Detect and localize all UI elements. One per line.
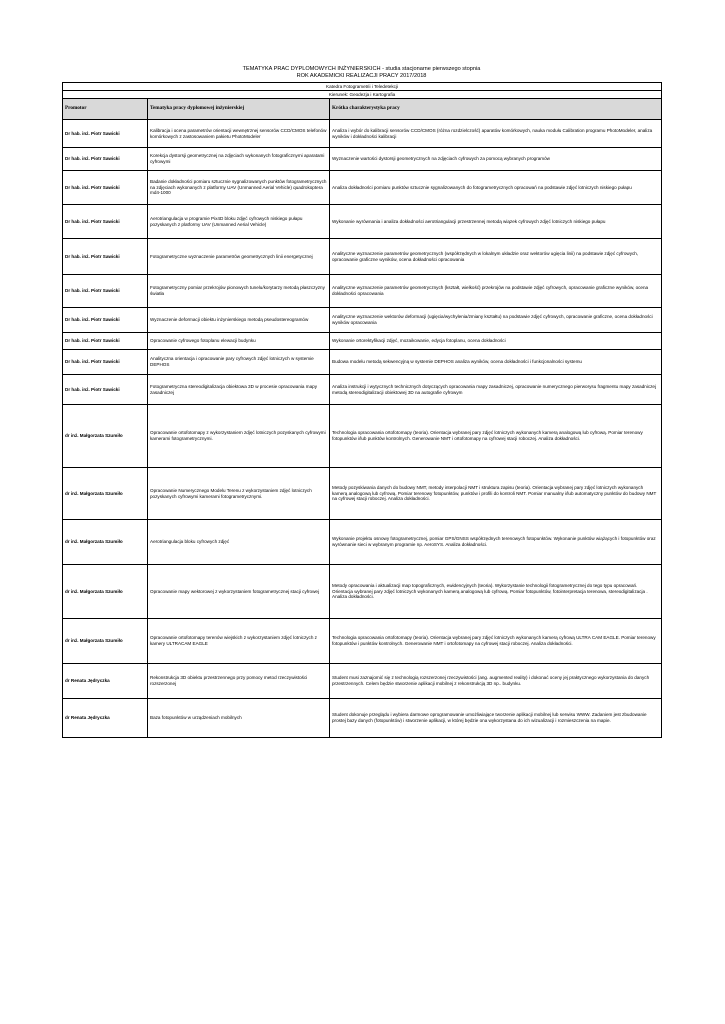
- promotor-cell: Dr hab. inż. Piotr Sawicki: [63, 308, 148, 333]
- table-row: [63, 205, 662, 239]
- description-cell: Wykonanie ortorektyfikacji zdjęć, mozaikowanie, edycja fotoplanu, ocena dokładności: [330, 333, 662, 350]
- description-cell: Wykonanie wyrównania i analiza dokładności aerotriangulacji przestrzennej metodą wiązek cyfrowych zdjęć lotniczych niskiego pułapu: [330, 205, 662, 239]
- promotor-cell: Dr hab. inż. Piotr Sawicki: [63, 148, 148, 171]
- table-row: [63, 333, 662, 350]
- description-cell: Analityczne wyznaczenie wektorów deformacji (ugięcia/wychylenia/zmiany kształtu) na podstawie zdjęć cyfrowych, opracowanie graficzne, ocena dokładności wyników opracowania: [330, 308, 662, 333]
- description-cell: Wykonanie projektu osnowy fotogrametrycznej, pomiar GPS/GNSS współrzędnych terenowych fotopunktów. Wykonanie punktów wiążących i fotopunktów oraz wyrównanie sieci w wybranym programie np. AeroSYS. Analiza dokładności.: [330, 520, 662, 565]
- description-cell: Analiza dokładności pomiaru punktów sztucznie sygnalizowanych do fotogrametrycznych opracowań na podstawie zdjęć lotniczych niskiego pułapu: [330, 171, 662, 205]
- topic-cell: Korekcja dystorsji geometrycznej na zdjęciach wykonanych fotograficznymi aparatami cyfrowymi: [148, 148, 330, 171]
- department-name: Katedra Fotogrametrii i Teledetekcji: [63, 83, 662, 91]
- promotor-cell: dr inż. Małgorzata Szumiło: [63, 565, 148, 619]
- promotor-cell: dr Renata Jędryczka: [63, 699, 148, 738]
- topic-cell: Baza fotopunktów w urządzeniach mobilnych: [148, 699, 330, 738]
- topic-cell: Aerotriangulacja bloku cyfrowych zdjęć: [148, 520, 330, 565]
- topic-cell: Opracowanie ortofotomapy z wykorzystaniem zdjęć lotniczych pozyskanych cyfrowymi kamerami fotogrametrycznymi.: [148, 405, 330, 468]
- description-cell: Technologia opracowania ortofotomapy (teoria). Orientacja wybranej pary zdjęć lotniczych wykonanych kamerą cyfrową ULTRA CAM EAGLE. Pomiar terenowy fotopunktów i punktów kontrolnych. Generowanie NMT i ortofotomapy na cyfrowej stacji roboczej. Analiza dokładności.: [330, 619, 662, 664]
- promotor-cell: dr inż. Małgorzata Szumiło: [63, 619, 148, 664]
- table-row: [63, 308, 662, 333]
- topic-cell: Opracowanie Numerycznego Modelu Terenu z wykorzystaniem zdjęć lotniczych pozyskanych cyfrowymi kamerami fotogrametrycznymi.: [148, 468, 330, 520]
- table-row: [63, 350, 662, 375]
- table-row: [63, 699, 662, 738]
- academic-year: ROK AKADEMICKI REALIZACJI PRACY 2017/2018: [296, 73, 427, 79]
- description-cell: Technologia opracowania ortofotomapy (teoria). Orientacja wybranej pary zdjęć lotniczych wykonanych kamerą analogową lub cyfrową. Pomiar terenowy fotopunktów i/lub punktów kontrolnych. Generowanie NMT i ortofotomapy na cyfrowej stacji roboczej. Analiza dokładności.: [330, 405, 662, 468]
- column-header-promotor: Promotor: [63, 99, 148, 120]
- topic-cell: Opracowanie cyfrowego fotoplanu elewacji budynku: [148, 333, 330, 350]
- description-cell: Analityczne wyznaczenie parametrów geometrycznych (kształt, wielkość) przekrojów na podstawie zdjęć cyfrowych, opracowanie graficzne wyników, ocena dokładności opracowania: [330, 275, 662, 308]
- description-cell: Analityczne wyznaczenie parametrów geometrycznych (współrzędnych w lokalnym układzie oraz wektorów ugięcia linii) na podstawie zdjęć cyfrowych, opracowanie graficzne wyników, ocena dokładności opracowania: [330, 239, 662, 275]
- topics-table: [62, 82, 662, 738]
- promotor-cell: Dr hab. inż. Piotr Sawicki: [63, 205, 148, 239]
- column-header-description: Krótka charakterystyka pracy: [330, 99, 662, 120]
- description-cell: Analiza i wybór do kalibracji sensorów CCD/CMOS (różna rozdzielczość) aparatów komórkowych, nauka modułu Calibration programu PhotoModeler, analiza wyników i dokładności kalibracji: [330, 120, 662, 148]
- topic-cell: Fotogrametryczne wyznaczenie parametrów geometrycznych linii energetycznej: [148, 239, 330, 275]
- description-cell: Student musi zaznajomić się z technologią rozszerzonej rzeczywistości (ang. augmented reality) i dokonać oceny jej praktycznego wykorzystania do danych przestrzennych. Celem będzie stworzenie aplikacji mobilnej z rekonstrukcją 3D np.. budynku.: [330, 664, 662, 699]
- column-header-row: [63, 99, 662, 120]
- table-row: [63, 520, 662, 565]
- table-row: [63, 468, 662, 520]
- table-row: [63, 171, 662, 205]
- description-cell: Metody opracowania i aktualizacji map topograficznych, ewidencyjnych (teoria). Wykorzystanie technologii fotogrametrycznej do tego typu opracowań. Orientacja wybranej pary zdjęć lotniczych wykonanych kamerą analogową lub cyfrową. Pomiar fotopunktów, fotointerpretacja terenowa, stereodigitalizacja . Analiza dokładności.: [330, 565, 662, 619]
- description-cell: Student dokonuje przeglądu i wybiera darmowe oprogramowanie umożliwiające tworzenie aplikacji mobilnej lub serwisu WWW. Zadaniem jest zbudowanie prostej bazy danych (fotopunktów) i stworzenie aplikacji, w której będzie ona wykorzystana do ich wizualizacji i rozmieszczenia na mapie.: [330, 699, 662, 738]
- topic-cell: Analityczna orientacja i opracowanie pary cyfrowych zdjęć lotniczych w systemie DEPHOS: [148, 350, 330, 375]
- description-cell: Budowa modelu metodą sekwencyjną w systemie DEPHOS analiza wyników, ocena dokładności i funkcjonalności systemu: [330, 350, 662, 375]
- topic-cell: Aerotriangulacja w programie Pix4D bloku zdjęć cyfrowych niskiego pułapu pozyskanych z platformy UAV (Unmanned Aerial Vehicle): [148, 205, 330, 239]
- promotor-cell: dr inż. Małgorzata Szumiło: [63, 520, 148, 565]
- document-title: TEMATYKA PRAC DYPLOMOWYCH INŻYNIERSKICH - studia stacjonarne pierwszego stopnia: [242, 66, 481, 72]
- topic-cell: Kalibracja i ocena parametrów orientacji wewnętrznej sensorów CCD/CMOS telefonów komórkowych z zastosowaniem pakietu PhotoModeler: [148, 120, 330, 148]
- table-row: [63, 664, 662, 699]
- topic-cell: Opracowanie ortofotomapy terenów wiejskich z wykorzystaniem zdjęć lotniczych z kamery ULTRACAM EAGLE: [148, 619, 330, 664]
- table-row: [63, 375, 662, 405]
- table-row: [63, 619, 662, 664]
- topic-cell: Opracowanie mapy wektorowej z wykorzystaniem fotogrametrycznej stacji cyfrowej: [148, 565, 330, 619]
- promotor-cell: dr inż. Małgorzata Szumiło: [63, 405, 148, 468]
- table-row: [63, 405, 662, 468]
- promotor-cell: dr inż. Małgorzata Szumiło: [63, 468, 148, 520]
- promotor-cell: Dr hab. inż. Piotr Sawicki: [63, 275, 148, 308]
- promotor-cell: Dr hab. inż. Piotr Sawicki: [63, 333, 148, 350]
- topic-cell: Badanie dokładności pomiaru sztucznie sygnalizowanych punktów fotogrametrycznych na zdjęciach wykonanych z platformy UAV (Unmanned Aerial Vehicle) quadrokoptera md4-1000: [148, 171, 330, 205]
- field-of-study: Kierunek: Geodezja i Kartografia: [63, 91, 662, 99]
- table-row: [63, 239, 662, 275]
- table-row: [63, 275, 662, 308]
- description-cell: Analiza instrukcji i wytycznych technicznych dotyczących opracowania mapy zasadniczej, opracowanie numerycznego pierworysu fragmentu mapy zasadniczej metodą stereodigitalizacji obiektowej 3D na autografie cyfrowym: [330, 375, 662, 405]
- table-row: [63, 120, 662, 148]
- topic-cell: Rekonstrukcja 3D obiektu przestrzennego przy pomocy metod rzeczywistości rozszerzonej: [148, 664, 330, 699]
- column-header-topic: Tematyka pracy dyplomowej inżynierskiej: [148, 99, 330, 120]
- promotor-cell: Dr hab. inż. Piotr Sawicki: [63, 120, 148, 148]
- promotor-cell: Dr hab. inż. Piotr Sawicki: [63, 375, 148, 405]
- promotor-cell: dr Renata Jędryczka: [63, 664, 148, 699]
- description-cell: Metody pozyskiwania danych do budowy NMT, metody interpolacji NMT i struktura zapisu (teoria). Orientacja wybranej pary zdjęć lotniczych wykonanych kamerą analogową lub cyfrową. Pomiar terenowy fotopunktów, punktów i profili do kontroli NMT. Pomiar manualny i/lub automatyczny punktów do budowy NMT na cyfrowej stacji roboczej. Analiza dokładności.: [330, 468, 662, 520]
- promotor-cell: Dr hab. inż. Piotr Sawicki: [63, 350, 148, 375]
- table-row: [63, 148, 662, 171]
- description-cell: Wyznaczenie wartości dystorsji geometrycznych na zdjęciach cyfrowych za pomocą wybranych programów: [330, 148, 662, 171]
- topic-cell: Wyznaczenie deformacji obiektu inżynierskiego metodą pseudostereogramów: [148, 308, 330, 333]
- table-row: [63, 565, 662, 619]
- topic-cell: Fotogrametryczny pomiar przekrojów pionowych tunelu/korytarzy metodą płaszczyzny światła: [148, 275, 330, 308]
- promotor-cell: Dr hab. inż. Piotr Sawicki: [63, 171, 148, 205]
- topic-cell: Fotogrametryczna stereodigitalizacja obiektowa 3D w procesie opracowania mapy zasadniczej: [148, 375, 330, 405]
- promotor-cell: Dr hab. inż. Piotr Sawicki: [63, 239, 148, 275]
